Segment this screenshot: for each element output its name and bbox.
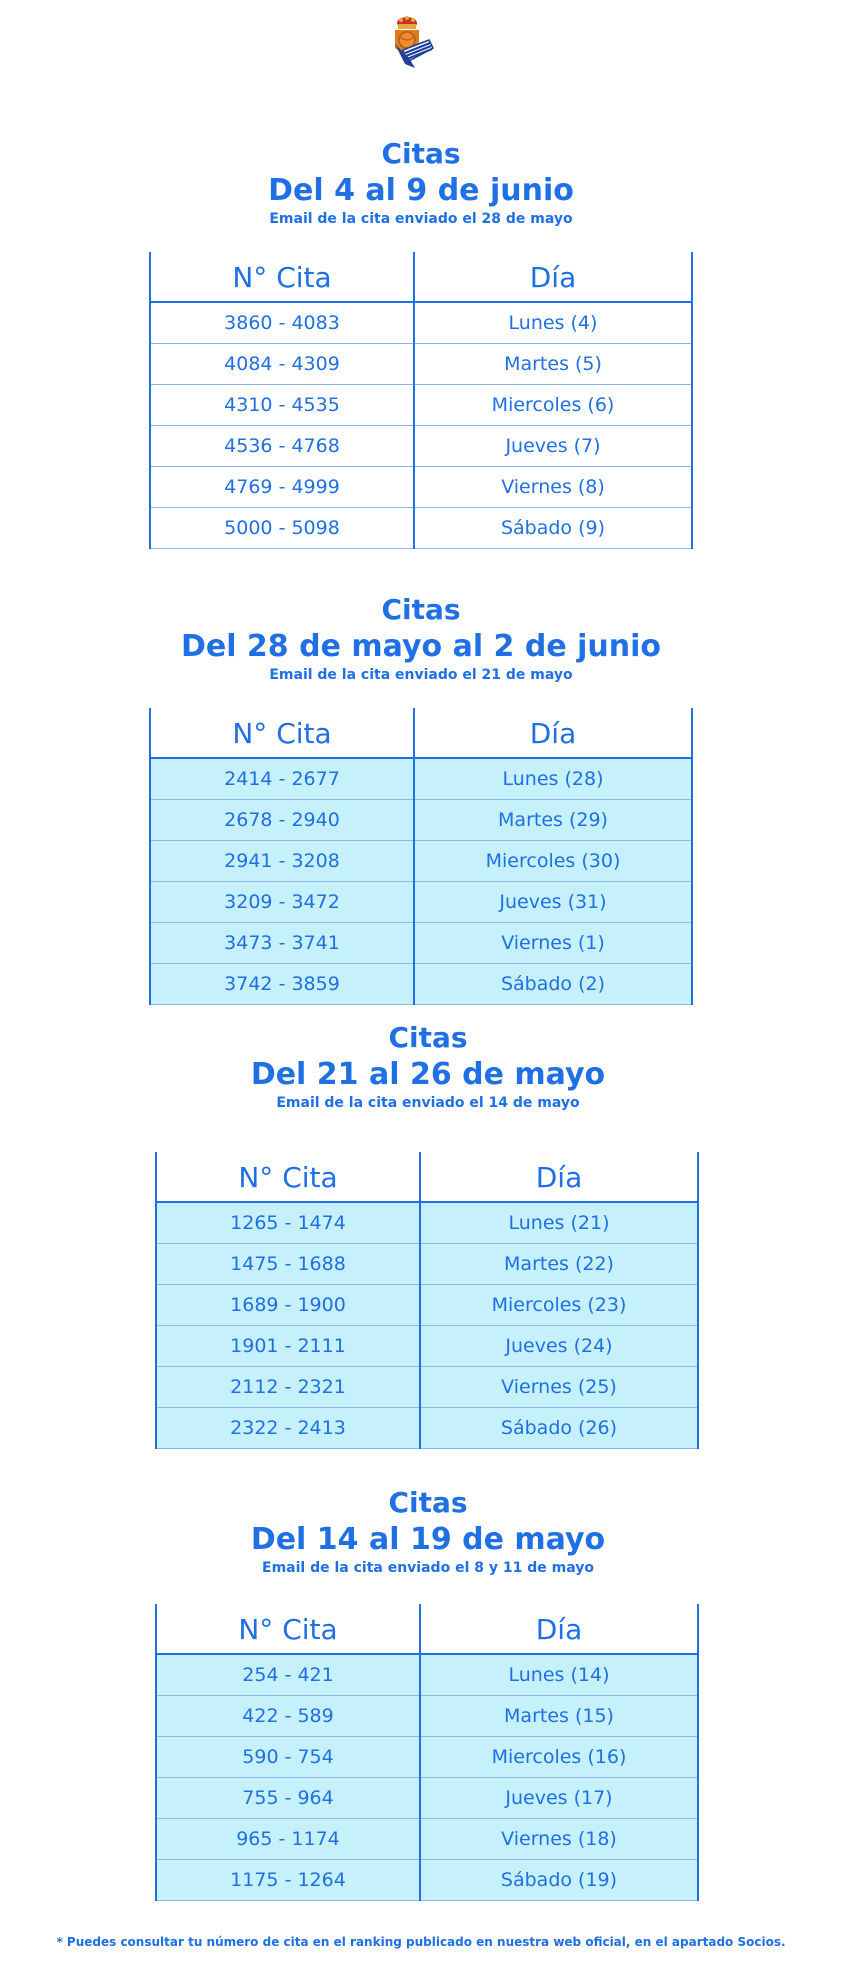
section-email-note: Email de la cita enviado el 8 y 11 de mayo	[262, 1560, 594, 1576]
table-row	[156, 1778, 698, 1819]
real-sociedad-crest-icon	[385, 14, 435, 72]
table-row	[156, 1202, 698, 1244]
table-row	[150, 508, 692, 549]
header-dia: Día	[420, 1152, 698, 1202]
cita-range-cell: 755 - 964	[156, 1778, 420, 1819]
cita-range-cell: 5000 - 5098	[150, 508, 414, 549]
table-row	[150, 964, 692, 1005]
day-cell: Martes (5)	[414, 344, 692, 385]
cita-range-cell: 1689 - 1900	[156, 1285, 420, 1326]
footnote: * Puedes consultar tu número de cita en el ranking publicado en nuestra web oficial, en el apartado Socios.	[56, 1935, 786, 1949]
section-citas-title: Citas	[388, 1486, 468, 1519]
cita-range-cell: 3209 - 3472	[150, 882, 414, 923]
section-junio-4-9	[0, 136, 842, 228]
cita-range-cell: 590 - 754	[156, 1737, 420, 1778]
table-row	[156, 1819, 698, 1860]
cita-range-cell: 2678 - 2940	[150, 800, 414, 841]
table-row	[156, 1696, 698, 1737]
section-citas-title: Citas	[388, 1021, 468, 1054]
table-row	[156, 1654, 698, 1696]
day-cell: Martes (29)	[414, 800, 692, 841]
citas-table	[149, 252, 693, 549]
section-mayo-14-19	[0, 1485, 842, 1577]
table-row	[150, 882, 692, 923]
cita-range-cell: 254 - 421	[156, 1654, 420, 1696]
day-cell: Martes (22)	[420, 1244, 698, 1285]
citas-table	[155, 1604, 699, 1901]
table-row	[156, 1408, 698, 1449]
day-cell: Martes (15)	[420, 1696, 698, 1737]
section-mayo-21-26	[0, 1020, 842, 1112]
table-row	[156, 1860, 698, 1901]
cita-range-cell: 3742 - 3859	[150, 964, 414, 1005]
section-date-range: Del 28 de mayo al 2 de junio	[180, 629, 662, 664]
header-num-cita: N° Cita	[150, 252, 414, 302]
table-row	[156, 1285, 698, 1326]
header-dia: Día	[414, 708, 692, 758]
table-row	[156, 1737, 698, 1778]
day-cell: Miercoles (30)	[414, 841, 692, 882]
table-row	[150, 923, 692, 964]
cita-range-cell: 2112 - 2321	[156, 1367, 420, 1408]
day-cell: Sábado (9)	[414, 508, 692, 549]
table-row	[150, 758, 692, 800]
table-row	[150, 467, 692, 508]
day-cell: Jueves (24)	[420, 1326, 698, 1367]
section-citas-title: Citas	[381, 593, 461, 626]
day-cell: Sábado (19)	[420, 1860, 698, 1901]
day-cell: Miercoles (16)	[420, 1737, 698, 1778]
cita-range-cell: 1265 - 1474	[156, 1202, 420, 1244]
day-cell: Viernes (1)	[414, 923, 692, 964]
cita-range-cell: 3473 - 3741	[150, 923, 414, 964]
header-dia: Día	[420, 1604, 698, 1654]
section-mayo-28-junio-2	[0, 592, 842, 684]
cita-range-cell: 2941 - 3208	[150, 841, 414, 882]
table-row	[156, 1326, 698, 1367]
cita-range-cell: 4769 - 4999	[150, 467, 414, 508]
section-email-note: Email de la cita enviado el 14 de mayo	[276, 1095, 580, 1111]
cita-range-cell: 422 - 589	[156, 1696, 420, 1737]
day-cell: Sábado (2)	[414, 964, 692, 1005]
table-row	[150, 302, 692, 344]
cita-range-cell: 1475 - 1688	[156, 1244, 420, 1285]
citas-table	[149, 708, 693, 1005]
cita-range-cell: 1175 - 1264	[156, 1860, 420, 1901]
cita-range-cell: 965 - 1174	[156, 1819, 420, 1860]
header-num-cita: N° Cita	[156, 1604, 420, 1654]
section-date-range: Del 21 al 26 de mayo	[250, 1057, 606, 1092]
cita-range-cell: 4084 - 4309	[150, 344, 414, 385]
day-cell: Miercoles (6)	[414, 385, 692, 426]
cita-range-cell: 2322 - 2413	[156, 1408, 420, 1449]
day-cell: Lunes (21)	[420, 1202, 698, 1244]
header-dia: Día	[414, 252, 692, 302]
day-cell: Lunes (28)	[414, 758, 692, 800]
day-cell: Jueves (7)	[414, 426, 692, 467]
citas-table	[155, 1152, 699, 1449]
table-row	[150, 800, 692, 841]
table-row	[150, 385, 692, 426]
day-cell: Viernes (18)	[420, 1819, 698, 1860]
day-cell: Viernes (25)	[420, 1367, 698, 1408]
day-cell: Jueves (31)	[414, 882, 692, 923]
table-row	[156, 1367, 698, 1408]
table-row	[150, 841, 692, 882]
header-num-cita: N° Cita	[150, 708, 414, 758]
section-date-range: Del 14 al 19 de mayo	[250, 1522, 606, 1557]
table-row	[150, 344, 692, 385]
cita-range-cell: 1901 - 2111	[156, 1326, 420, 1367]
cita-range-cell: 4536 - 4768	[150, 426, 414, 467]
table-row	[156, 1244, 698, 1285]
section-date-range: Del 4 al 9 de junio	[268, 173, 574, 208]
header-num-cita: N° Cita	[156, 1152, 420, 1202]
section-citas-title: Citas	[381, 137, 461, 170]
day-cell: Sábado (26)	[420, 1408, 698, 1449]
day-cell: Lunes (4)	[414, 302, 692, 344]
day-cell: Miercoles (23)	[420, 1285, 698, 1326]
cita-range-cell: 4310 - 4535	[150, 385, 414, 426]
day-cell: Lunes (14)	[420, 1654, 698, 1696]
day-cell: Viernes (8)	[414, 467, 692, 508]
section-email-note: Email de la cita enviado el 28 de mayo	[269, 211, 573, 227]
day-cell: Jueves (17)	[420, 1778, 698, 1819]
cita-range-cell: 3860 - 4083	[150, 302, 414, 344]
table-row	[150, 426, 692, 467]
cita-range-cell: 2414 - 2677	[150, 758, 414, 800]
section-email-note: Email de la cita enviado el 21 de mayo	[269, 667, 573, 683]
